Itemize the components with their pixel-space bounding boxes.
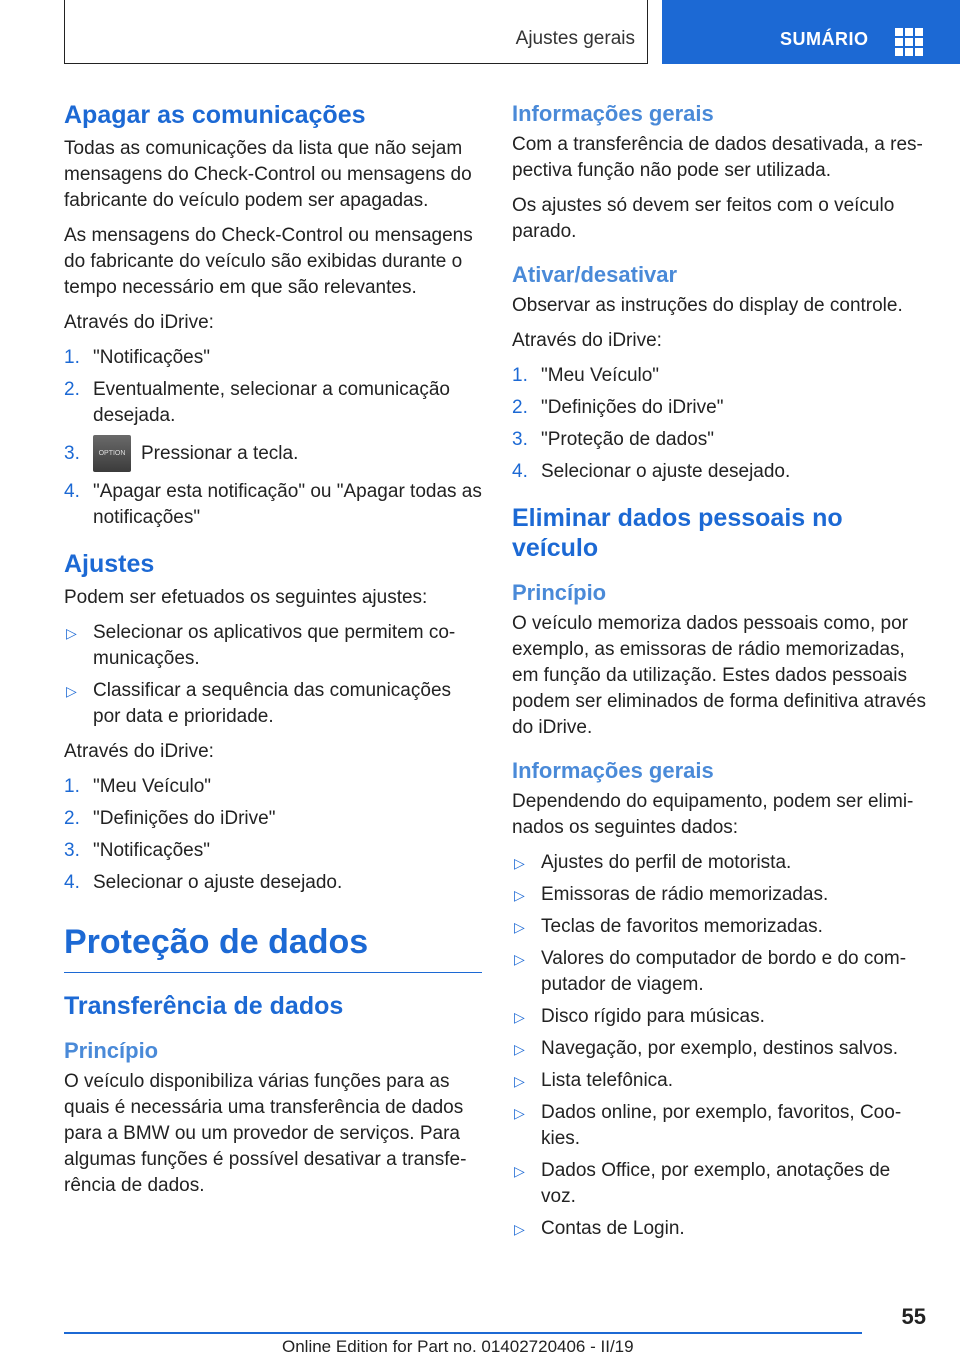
paragraph: Os ajustes só devem ser feitos com o veículo parado. bbox=[512, 195, 895, 242]
subheading-info: Informações gerais bbox=[512, 101, 714, 126]
triangle-bullet-icon: ▷ bbox=[514, 919, 525, 935]
subheading-principio: Princípio bbox=[512, 580, 607, 605]
paragraph: Dependendo do equipamento, podem ser eliminados os seguintes dados: bbox=[512, 791, 914, 838]
right-column bbox=[512, 100, 926, 1251]
step-item: 1. "Meu Veículo" bbox=[64, 776, 212, 797]
step-item: 4. Selecionar o ajuste desejado. bbox=[512, 461, 791, 482]
step-item: 2. "Definições do iDrive" bbox=[512, 397, 724, 418]
step-item: 1. "Notificações" bbox=[64, 347, 210, 368]
paragraph: Através do iDrive: bbox=[64, 312, 214, 333]
step-item: 2. "Definições do iDrive" bbox=[64, 808, 276, 829]
paragraph: O veículo memoriza dados pessoais como, por exemplo, as emissoras de rádio memorizadas, em função da utilização. Estes dados pessoais podem ser eliminados de forma definitiva através do iDrive. bbox=[512, 613, 926, 738]
bullet-item: ▷ Ajustes do perfil de motorista. bbox=[512, 850, 926, 876]
subheading-principio: Princípio bbox=[64, 1038, 159, 1063]
step-item: 3. "Proteção de dados" bbox=[512, 429, 714, 450]
heading-transferencia: Transferência de dados bbox=[64, 992, 344, 1020]
step-item: 4. "Apagar esta notificação" ou "Apagar todas as notificações" bbox=[64, 481, 482, 528]
header-box bbox=[64, 0, 648, 64]
bullet-item: ▷ Valores do computador de bordo e do computador de viagem. bbox=[514, 948, 907, 995]
triangle-bullet-icon: ▷ bbox=[514, 1105, 525, 1121]
bullet-item: ▷ Selecionar os aplicativos que permitem comunicações. bbox=[66, 622, 456, 669]
bullet-item: ▷ Lista telefônica. bbox=[512, 1068, 926, 1094]
heading-ajustes: Ajustes bbox=[64, 550, 155, 578]
paragraph: O veículo disponibiliza várias funções para as quais é necessária uma transferência de dados para a BMW ou um provedor de serviços. Para algumas funções é possível desativar a transferência de dados. bbox=[64, 1071, 467, 1196]
paragraph: Através do iDrive: bbox=[512, 330, 662, 351]
step-item: 3. "Notificações" bbox=[64, 840, 210, 861]
steps-protecao bbox=[512, 363, 926, 485]
step-item: 4. Selecionar o ajuste desejado. bbox=[64, 872, 343, 893]
triangle-bullet-icon: ▷ bbox=[514, 1009, 525, 1025]
bullet-list bbox=[64, 620, 482, 730]
triangle-bullet-icon: ▷ bbox=[66, 683, 77, 699]
subheading-info: Informações gerais bbox=[512, 758, 714, 783]
bullet-item: ▷ Teclas de favoritos memorizadas. bbox=[512, 914, 926, 940]
bullet-item: ▷ Contas de Login. bbox=[512, 1216, 926, 1242]
triangle-bullet-icon: ▷ bbox=[514, 951, 525, 967]
page-number: 55 bbox=[901, 1304, 926, 1329]
grid-icon bbox=[895, 28, 923, 56]
bullet-item: ▷ Emissoras de rádio memorizadas. bbox=[512, 882, 926, 908]
step-item: 2. Eventualmente, selecionar a comunicação desejada. bbox=[64, 379, 450, 426]
chapter-title: Proteção de dados bbox=[64, 922, 482, 973]
bullet-item: ▷ Navegação, por exemplo, destinos salvos. bbox=[512, 1036, 926, 1062]
triangle-bullet-icon: ▷ bbox=[66, 625, 77, 641]
step-item: 1. "Meu Veículo" bbox=[512, 365, 660, 386]
paragraph: Através do iDrive: bbox=[64, 741, 214, 762]
paragraph: Todas as comunicações da lista que não sejam mensagens do Check-Control ou mensagens do fabricante do veículo podem ser apagadas. bbox=[64, 138, 472, 211]
option-key-icon: OPTION bbox=[93, 435, 131, 472]
heading-eliminar: Eliminar dados pessoais no veículo bbox=[512, 504, 843, 562]
section-title: Ajustes gerais bbox=[515, 28, 635, 49]
bullet-item: ▷ Disco rígido para músicas. bbox=[512, 1004, 926, 1030]
paragraph: Podem ser efetuados os seguintes ajustes: bbox=[64, 587, 428, 608]
triangle-bullet-icon: ▷ bbox=[514, 1163, 525, 1179]
triangle-bullet-icon: ▷ bbox=[514, 887, 525, 903]
triangle-bullet-icon: ▷ bbox=[514, 1221, 525, 1237]
bullet-item: ▷ Classificar a sequência das comunicações por data e prioridade. bbox=[66, 680, 452, 727]
bullet-item: ▷ Dados Office, por exemplo, anotações de voz. bbox=[514, 1160, 891, 1207]
paragraph: Com a transferência de dados desativada, a respectiva função não pode ser utilizada. bbox=[512, 134, 923, 181]
steps-apagar bbox=[64, 345, 482, 531]
sumario-label: SUMÁRIO bbox=[780, 29, 869, 49]
footer-edition: Online Edition for Part no. 01402720406 - II/19 bbox=[282, 1337, 634, 1356]
sumario-button[interactable] bbox=[662, 0, 960, 64]
heading-apagar: Apagar as comunicações bbox=[64, 101, 366, 129]
bullet-list bbox=[512, 850, 926, 1242]
triangle-bullet-icon: ▷ bbox=[514, 1041, 525, 1057]
left-column bbox=[64, 100, 482, 1208]
steps-ajustes bbox=[64, 774, 482, 896]
bullet-item: ▷ Dados online, por exemplo, favoritos, Cookies. bbox=[514, 1102, 902, 1149]
subheading-ativar: Ativar/desativar bbox=[512, 262, 678, 287]
step-item: 3. OPTION Pressionar a tecla. bbox=[64, 435, 482, 473]
triangle-bullet-icon: ▷ bbox=[514, 855, 525, 871]
triangle-bullet-icon: ▷ bbox=[514, 1073, 525, 1089]
footer-divider bbox=[64, 1332, 862, 1334]
paragraph: As mensagens do Check-Control ou mensagens do fabricante do veículo são exibidas durante o tempo necessário em que são relevantes. bbox=[64, 225, 473, 298]
paragraph: Observar as instruções do display de controle. bbox=[512, 295, 903, 316]
